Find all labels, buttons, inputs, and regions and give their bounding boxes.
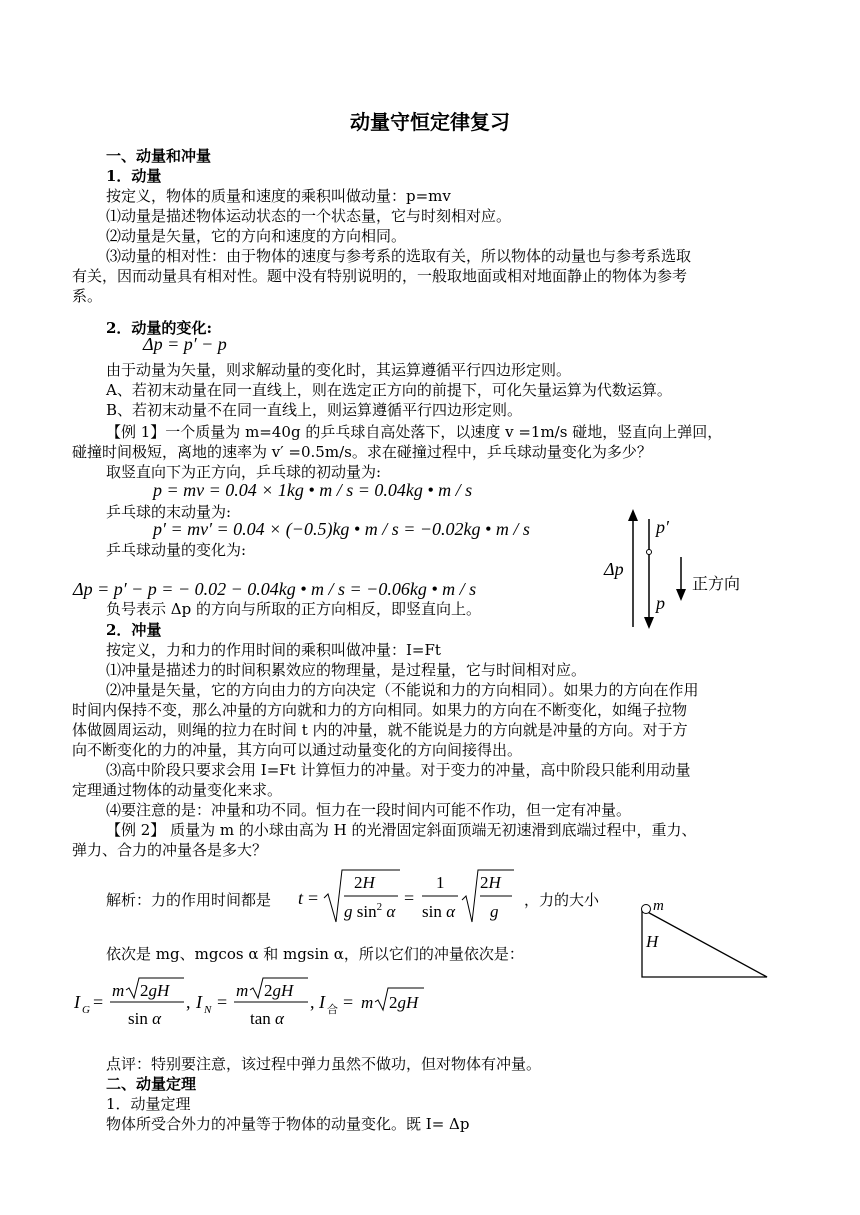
svg-text:I: I (196, 992, 202, 1012)
paragraph: ⑶高中阶段只要求会用 I=Ft 计算恒力的冲量。对于变力的冲量，高中阶段只能利用动量 (106, 761, 691, 779)
paragraph: 乒乓球的末动量为: (106, 503, 232, 521)
svg-text:=: = (217, 992, 228, 1012)
paragraph: 负号表示 Δp 的方向与所取的正方向相反，即竖直向上。 (106, 600, 481, 618)
paragraph: ⑷要注意的是：冲量和功不同。恒力在一段时间内可能不作功，但一定有冲量。 (106, 801, 632, 819)
svg-text:合: 合 (327, 1003, 338, 1016)
delta-p-label: Δp (604, 559, 624, 579)
paragraph: 有关，因而动量具有相对性。题中没有特别说明的，一般取地面或相对地面静止的物体为参考 (72, 267, 688, 285)
svg-text:m: m (112, 981, 125, 1000)
incline-figure (630, 895, 775, 985)
paragraph: 【例 1】一个质量为 m=40g 的乒乓球自高处落下，以速度 v =1m/s 碰地，竖直向上弹回， (106, 423, 723, 441)
svg-text:2H: 2H (354, 873, 375, 892)
paragraph: 由于动量为矢量，则求解动量的变化时，其运算遵循平行四边形定则。 (106, 361, 572, 379)
subheading: 2．冲量 (106, 621, 162, 639)
svg-text:tan α: tan α (250, 1009, 284, 1028)
paragraph: 按定义，力和力的作用时间的乘积叫做冲量：I=Ft (106, 641, 441, 659)
svg-text:1: 1 (436, 873, 445, 892)
paragraph: A、若初末动量在同一直线上，则在选定正方向的前提下，可化矢量运算为代数运算。 (106, 381, 672, 399)
svg-text:=: = (308, 888, 319, 908)
equation: p = mv = 0.04 × 1kg • m / s = 0.04kg • m / s (153, 480, 473, 500)
svg-text:2gH: 2gH (264, 981, 294, 1000)
paragraph: 物体所受合外力的冲量等于物体的动量变化。既 I= Δp (106, 1115, 470, 1133)
paragraph: ⑵动量是矢量，它的方向和速度的方向相同。 (106, 227, 407, 245)
paragraph: 解析：力的作用时间都是 (106, 891, 272, 909)
paragraph: ⑵冲量是矢量，它的方向由力的方向决定（不能说和力的方向相同）。如果力的方向在作用 (106, 681, 699, 699)
page-title: 动量守恒定律复习 (350, 110, 510, 134)
paragraph: 定理通过物体的动量变化来求。 (72, 781, 283, 799)
paragraph: ，力的大小 (524, 891, 600, 909)
equation: p′ = mv′ = 0.04 × (−0.5)kg • m / s = −0.02kg • m / s (153, 519, 530, 539)
equation: Δp = p′ − p = − 0.02 − 0.04kg • m / s = −0.06kg • m / s (73, 579, 477, 599)
svg-text:,: , (186, 992, 191, 1012)
svg-text:g sin2 α: g $\sin^2 \alpha$ (344, 901, 396, 921)
time-formula (296, 866, 521, 928)
svg-text:m: m (361, 993, 374, 1012)
svg-text:2gH: 2gH (140, 981, 170, 1000)
p-prime-label: p′ (656, 517, 669, 537)
height-label: H (646, 932, 659, 951)
svg-text:N: N (204, 1004, 212, 1016)
paragraph: ⑴动量是描述物体运动状态的一个状态量，它与时刻相对应。 (106, 207, 512, 225)
paragraph: 取竖直向下为正方向，乒乓球的初动量为: (106, 463, 382, 481)
svg-text:=: = (93, 992, 104, 1012)
paragraph: 弹力、合力的冲量各是多大？ (72, 841, 268, 859)
paragraph: 点评：特别要注意，该过程中弹力虽然不做功，但对物体有冲量。 (106, 1055, 542, 1073)
subheading: 1．动量定理 (106, 1095, 191, 1113)
mass-label: m (653, 898, 664, 914)
paragraph: 【例 2】 质量为 m 的小球由高为 H 的光滑固定斜面顶端无初速滑到底端过程中，重力、 (106, 821, 697, 839)
paragraph: ⑴冲量是描述力的时间积累效应的物理量，是过程量，它与时间相对应。 (106, 661, 587, 679)
section-heading: 一、动量和冲量 (106, 147, 212, 165)
paragraph: 向不断变化的力的冲量，其方向可以通过动量变化的方向间接得出。 (72, 741, 523, 759)
positive-direction-label: 正方向 (692, 574, 741, 593)
svg-text:sin α: sin α (422, 902, 456, 921)
paragraph: 体做圆周运动，则绳的拉力在时间 t 内的冲量，就不能说是力的方向就是冲量的方向。对于方 (72, 721, 688, 739)
svg-text:G: G (82, 1004, 90, 1016)
paragraph: 按定义，物体的质量和速度的乘积叫做动量：p=mv (106, 187, 451, 205)
subheading: 1．动量 (106, 167, 162, 185)
svg-text:sin α: sin α (128, 1009, 162, 1028)
svg-text:,: , (310, 992, 315, 1012)
paragraph: ⑶动量的相对性：由于物体的速度与参考系的选取有关，所以物体的动量也与参考系选取 (106, 247, 692, 265)
paragraph: 系。 (72, 287, 103, 305)
momentum-vector-figure (596, 505, 756, 635)
p-label: p (656, 593, 665, 613)
paragraph: 依次是 mg、mgcos α 和 mgsin α，所以它们的冲量依次是： (106, 945, 524, 963)
subheading: 2．动量的变化: (106, 319, 212, 337)
svg-text:=: = (404, 888, 415, 908)
svg-text:2gH: 2gH (389, 993, 419, 1012)
section-heading: 二、动量定理 (106, 1075, 197, 1093)
svg-text:g: g (490, 902, 499, 921)
equation: Δp = p′ − p (143, 334, 227, 354)
svg-text:I: I (74, 992, 80, 1012)
svg-text:2H: 2H (480, 873, 501, 892)
paragraph: 乒乓球动量的变化为: (106, 541, 247, 559)
svg-text:t: t (298, 888, 304, 908)
svg-text:=: = (343, 992, 354, 1012)
paragraph: 时间内保持不变，那么冲量的方向就和力的方向相同。如果力的方向在不断变化，如绳子拉物 (72, 701, 688, 719)
impulse-formulas (72, 974, 432, 1034)
svg-text:m: m (236, 981, 249, 1000)
paragraph: 碰撞时间极短，离地的速率为 v′ =0.5m/s。求在碰撞过程中，乒乓球动量变化为多少？ (72, 443, 652, 461)
svg-text:I: I (319, 992, 325, 1012)
paragraph: B、若初末动量不在同一直线上，则运算遵循平行四边形定则。 (106, 401, 523, 419)
